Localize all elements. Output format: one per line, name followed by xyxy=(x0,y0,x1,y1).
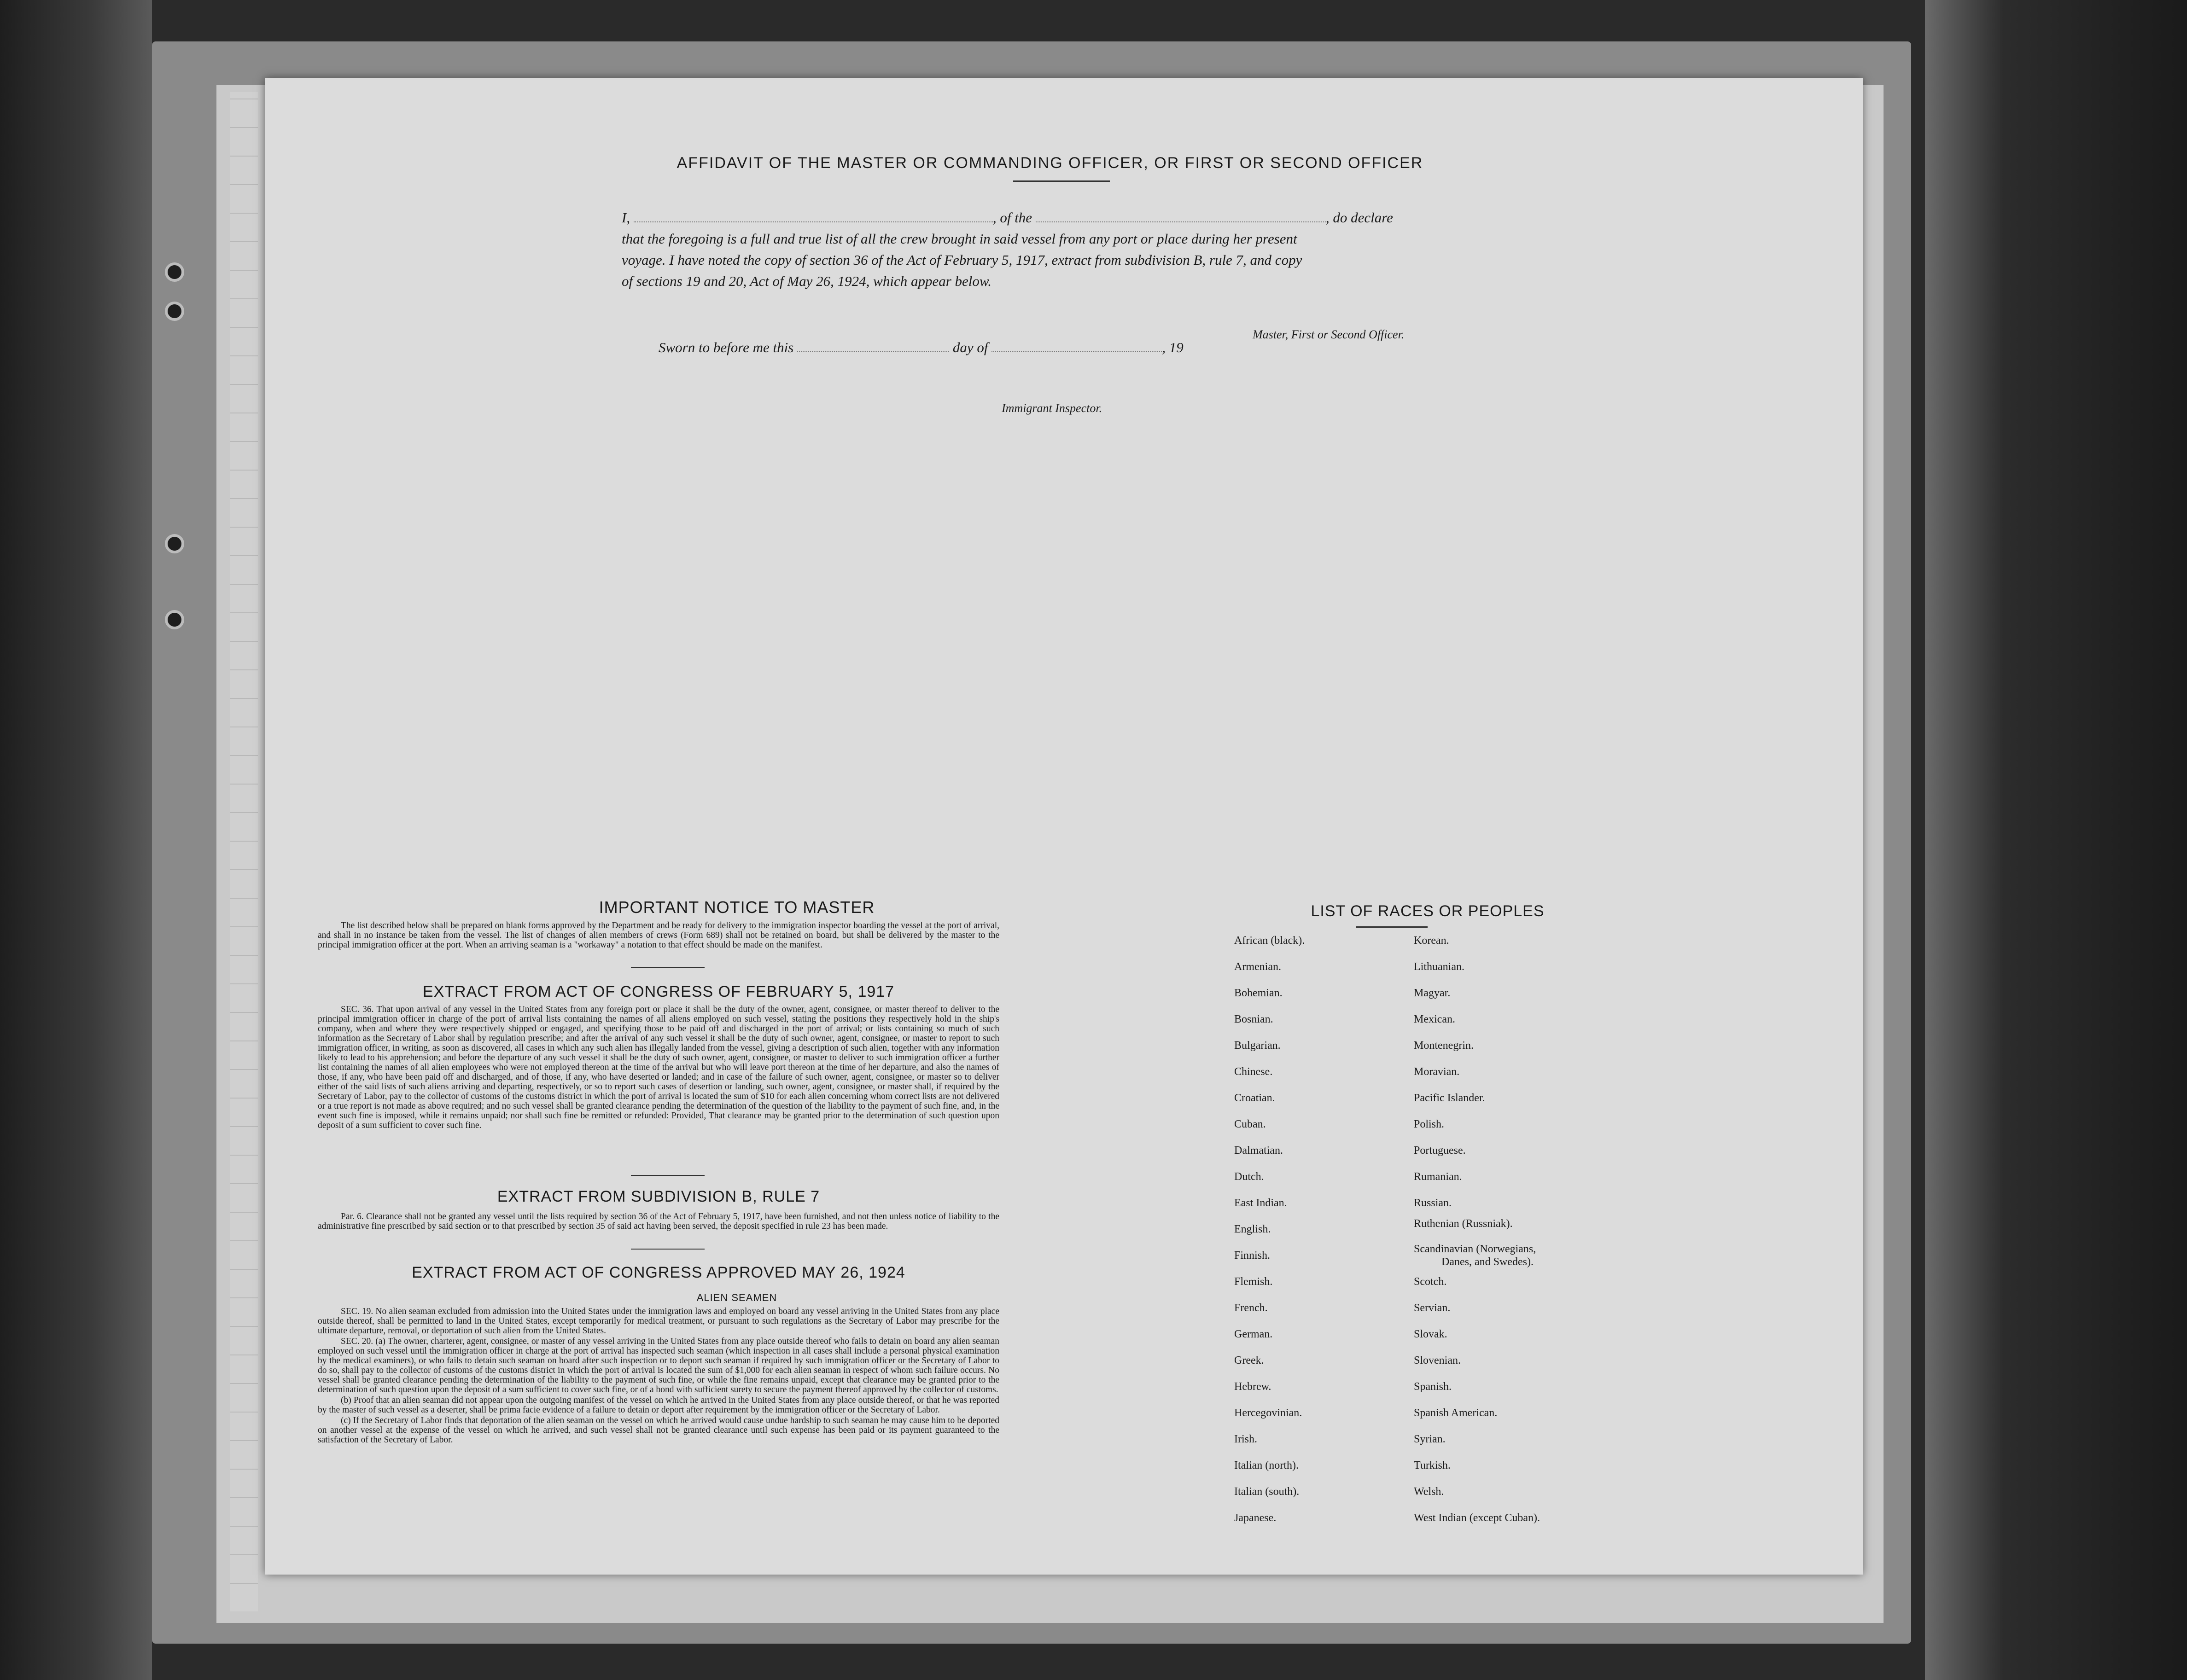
race-item: Chinese. xyxy=(1234,1066,1273,1078)
race-item: Magyar. xyxy=(1414,987,1451,999)
race-item: Mexican. xyxy=(1414,1013,1455,1025)
race-item: Bosnian. xyxy=(1234,1013,1273,1025)
race-item: Flemish. xyxy=(1234,1276,1273,1288)
extract-1924-title: EXTRACT FROM ACT OF CONGRESS APPROVED MAY 26, 1924 xyxy=(412,1264,905,1281)
declaration-of-the: , of the xyxy=(992,209,1032,226)
race-item: Montenegrin. xyxy=(1414,1040,1474,1052)
race-item: Japanese. xyxy=(1234,1512,1277,1524)
section-20c-paragraph: (c) If the Secretary of Labor finds that deportation of the alien seaman on the vessel on which he arrived would cause undue hardship to such seaman he may cause him to be deported on another vessel at the expense of the vessel on which he arrived, and such vessel shall not be granted clearance until such expense has been paid or its payment guaranteed to the satisfaction of the Secretary of Labor. xyxy=(318,1416,999,1445)
declaration-declare: , do declare xyxy=(1325,209,1393,226)
declaration-line-1 xyxy=(622,207,1510,228)
race-item: French. xyxy=(1234,1302,1268,1314)
race-item: Irish. xyxy=(1234,1433,1257,1445)
section-20b-paragraph: (b) Proof that an alien seaman did not appear upon the outgoing manifest of the vessel on which he arrived in the United States from any place outside thereof, or that he was reported by the master of such vessel as a deserter, shall be prima facie evidence of a failure to detain or deport after requirement by the immigration officer or the Secretary of Labor. xyxy=(318,1395,999,1415)
scan-background-left xyxy=(0,0,152,1680)
race-item: Rumanian. xyxy=(1414,1171,1462,1183)
race-item: Slovenian. xyxy=(1414,1354,1461,1366)
scan-background-right xyxy=(1925,0,2187,1680)
race-item: Polish. xyxy=(1414,1118,1445,1130)
notice-text xyxy=(318,921,999,951)
race-item: Korean. xyxy=(1414,935,1449,947)
inspector-caption: Immigrant Inspector. xyxy=(1002,401,1102,415)
declaration-line-3: voyage. I have noted the copy of section 36 of the Act of February 5, 1917, extract from subdivision B, rule 7, and copy xyxy=(622,252,1302,268)
race-item: Portuguese. xyxy=(1414,1145,1466,1157)
race-item: East Indian. xyxy=(1234,1197,1287,1209)
race-item: English. xyxy=(1234,1223,1271,1235)
race-item: Pacific Islander. xyxy=(1414,1092,1485,1104)
declaration-line-2: that the foregoing is a full and true list of all the crew brought in said vessel from any port or place during her present xyxy=(622,231,1297,247)
race-item: Spanish. xyxy=(1414,1381,1452,1393)
races-title: LIST OF RACES OR PEOPLES xyxy=(1311,902,1545,920)
race-item: Lithuanian. xyxy=(1414,961,1464,973)
day-of-label: day of xyxy=(952,339,988,355)
race-item: German. xyxy=(1234,1328,1273,1340)
race-item-continuation: Danes, and Swedes). xyxy=(1441,1256,1534,1268)
race-item: Dalmatian. xyxy=(1234,1145,1283,1157)
race-item: Bohemian. xyxy=(1234,987,1283,999)
race-item: Hebrew. xyxy=(1234,1381,1271,1393)
race-item: Spanish American. xyxy=(1414,1407,1498,1419)
binder-hole xyxy=(165,534,184,553)
race-item: African (black). xyxy=(1234,935,1305,947)
section-divider xyxy=(631,1175,705,1176)
rule7-paragraph: Par. 6. Clearance shall not be granted any vessel until the lists required by section 36 of the Act of February 5, 1917, have been furnished, and not then unless notice of liability to the administrative fine prescribed by said section or to that prescribed by section 35 of said act having been served, the deposit specified in rule 23 has been made. xyxy=(318,1212,999,1231)
section-20a-paragraph: SEC. 20. (a) The owner, charterer, agent, consignee, or master of any vessel arriving in the United States from any place outside thereof who fails to detain on board any alien seaman employed on such vessel until the immigration officer in charge at the port of arrival has inspected such seaman (which inspection in all cases shall include a personal physical examination by the medical examiners), or who fails to detain such seaman on board after such inspection or to deport such seaman if required by such immigration officer or the Secretary of Labor to do so, shall pay to the collector of customs of the customs district in which the port of arrival is located the sum of $1,000 for each alien seaman in respect of whom such failure occurs. No vessel shall be granted clearance pending the determination of the liability to the payment of such fine, or while the fine remains unpaid, except that clearance may be granted prior to the determination of such question upon the deposit of a sum sufficient to cover such fine, or of a bond with sufficient surety to secure the payment thereof approved by the collector of customs. xyxy=(318,1337,999,1395)
sworn-label: Sworn to before me this xyxy=(659,339,794,355)
race-item: Greek. xyxy=(1234,1354,1264,1366)
notice-title: IMPORTANT NOTICE TO MASTER xyxy=(599,898,875,917)
race-item: Italian (north). xyxy=(1234,1459,1299,1471)
race-item: Cuban. xyxy=(1234,1118,1266,1130)
ledger-grid-strip xyxy=(230,92,258,1611)
sworn-line xyxy=(659,337,1303,358)
declaration-line-4: of sections 19 and 20, Act of May 26, 1924, which appear below. xyxy=(622,273,992,289)
section-divider xyxy=(631,967,705,968)
binder-hole xyxy=(165,262,184,282)
extract-rule7-text xyxy=(318,1212,999,1232)
alien-seamen-subtitle: ALIEN SEAMEN xyxy=(696,1292,777,1303)
vessel-field[interactable] xyxy=(1036,221,1326,222)
declaration-i: I, xyxy=(622,209,630,226)
race-item: Croatian. xyxy=(1234,1092,1275,1104)
binder-hole xyxy=(165,302,184,321)
race-item: Scotch. xyxy=(1414,1276,1447,1288)
race-item: Italian (south). xyxy=(1234,1486,1300,1498)
race-item: Scandinavian (Norwegians, xyxy=(1414,1243,1536,1255)
extract-1917-text xyxy=(318,1005,999,1131)
title-rule xyxy=(1013,180,1110,182)
year-label: , 19 xyxy=(1162,339,1184,355)
race-item: Turkish. xyxy=(1414,1459,1451,1471)
race-item: Slovak. xyxy=(1414,1328,1447,1340)
extract-1917-title: EXTRACT FROM ACT OF CONGRESS OF FEBRUARY 5, 1917 xyxy=(422,983,895,1000)
race-item: Russian. xyxy=(1414,1197,1452,1209)
race-item: Dutch. xyxy=(1234,1171,1264,1183)
section-36-paragraph: SEC. 36. That upon arrival of any vessel in the United States from any foreign port or place it shall be the duty of the owner, agent, consignee, or master thereof to deliver to the principal immigration officer in charge of the port of arrival lists containing the names of all aliens employed on such vessel, stating the positions they respectively hold in the ship's company, when and where they were respectively shipped or engaged, and specifying those to be paid off and discharged in the port of arrival; or lists containing so much of such information as the Secretary of Labor shall by regulation prescribe; and after the arrival of any such vessel it shall be the duty of such owner, agent, consignee, or master to report to such immigration officer, in writing, as soon as discovered, all cases in which any such alien has illegally landed from the vessel, giving a description of such alien, together with any information likely to lead to his apprehension; and before the departure of any such vessel it shall be the duty of such owner, agent, consignee, or master to deliver to such immigration officer a further list containing the names of all alien employees who were not employed thereon at the time of the arrival but who will leave port thereon at the time of her departure, and also the names of those, if any, who have been paid off and discharged, and of those, if any, who have deserted or landed; and in case of the failure of such owner, agent, consignee, or master so to deliver either of the said lists of such aliens arriving and departing, respectively, or so to report such cases of desertion or landing, such owner, agent, consignee, or master shall, if required by the Secretary of Labor, pay to the collector of customs of the customs district in which the port of arrival is located the sum of $10 for each alien concerning whom correct lists are not delivered or a true report is not made as above required; and no such vessel shall be granted clearance pending the determination of the question of the liability to the payment of such fine, and, in the event such fine is imposed, while it remains unpaid; nor shall such fine be remitted or refunded: Provided, That clearance may be granted prior to the determination of such question upon deposit of a sum sufficient to cover such fine. xyxy=(318,1005,999,1130)
race-item: Finnish. xyxy=(1234,1250,1271,1261)
extract-rule7-title: EXTRACT FROM SUBDIVISION B, RULE 7 xyxy=(497,1188,820,1205)
race-item: Bulgarian. xyxy=(1234,1040,1281,1052)
section-19-paragraph: SEC. 19. No alien seaman excluded from admission into the United States under the immigration laws and employed on board any vessel arriving in the United States from any place outside thereof, shall be permitted to land in the United States, except temporarily for medical treatment, or pursuant to such regulations as the Secretary of Labor may prescribe for the ultimate departure, removal, or deportation of such alien from the United States. xyxy=(318,1307,999,1336)
race-item: Ruthenian (Russniak). xyxy=(1414,1218,1513,1230)
sworn-month-field[interactable] xyxy=(991,351,1162,352)
race-item: Moravian. xyxy=(1414,1066,1460,1078)
race-item: Armenian. xyxy=(1234,961,1281,973)
binder-hole xyxy=(165,610,184,629)
extract-1924-text xyxy=(318,1307,999,1446)
officer-signature-caption: Master, First or Second Officer. xyxy=(1253,328,1405,341)
name-field[interactable] xyxy=(634,221,993,222)
race-item: Hercegovinian. xyxy=(1234,1407,1302,1419)
race-item: Welsh. xyxy=(1414,1486,1444,1498)
race-item: Syrian. xyxy=(1414,1433,1446,1445)
race-item: Servian. xyxy=(1414,1302,1451,1314)
sworn-day-field[interactable] xyxy=(797,351,949,352)
notice-paragraph: The list described below shall be prepared on blank forms approved by the Department and be ready for delivery to the immigration inspector boarding the vessel at the port of arrival, and shall in no instance be taken from the vessel. The list of changes of alien members of crews (Form 689) shall not be retained on board, but shall be delivered by the master to the principal immigration officer at the port. When an arriving seaman is a "workaway" a notation to that effect should be made on the manifest. xyxy=(318,921,999,950)
affidavit-title: AFFIDAVIT OF THE MASTER OR COMMANDING OFFICER, OR FIRST OR SECOND OFFICER xyxy=(677,154,1423,172)
section-divider xyxy=(631,1249,705,1250)
race-item: West Indian (except Cuban). xyxy=(1414,1512,1540,1524)
races-title-rule xyxy=(1356,926,1428,928)
